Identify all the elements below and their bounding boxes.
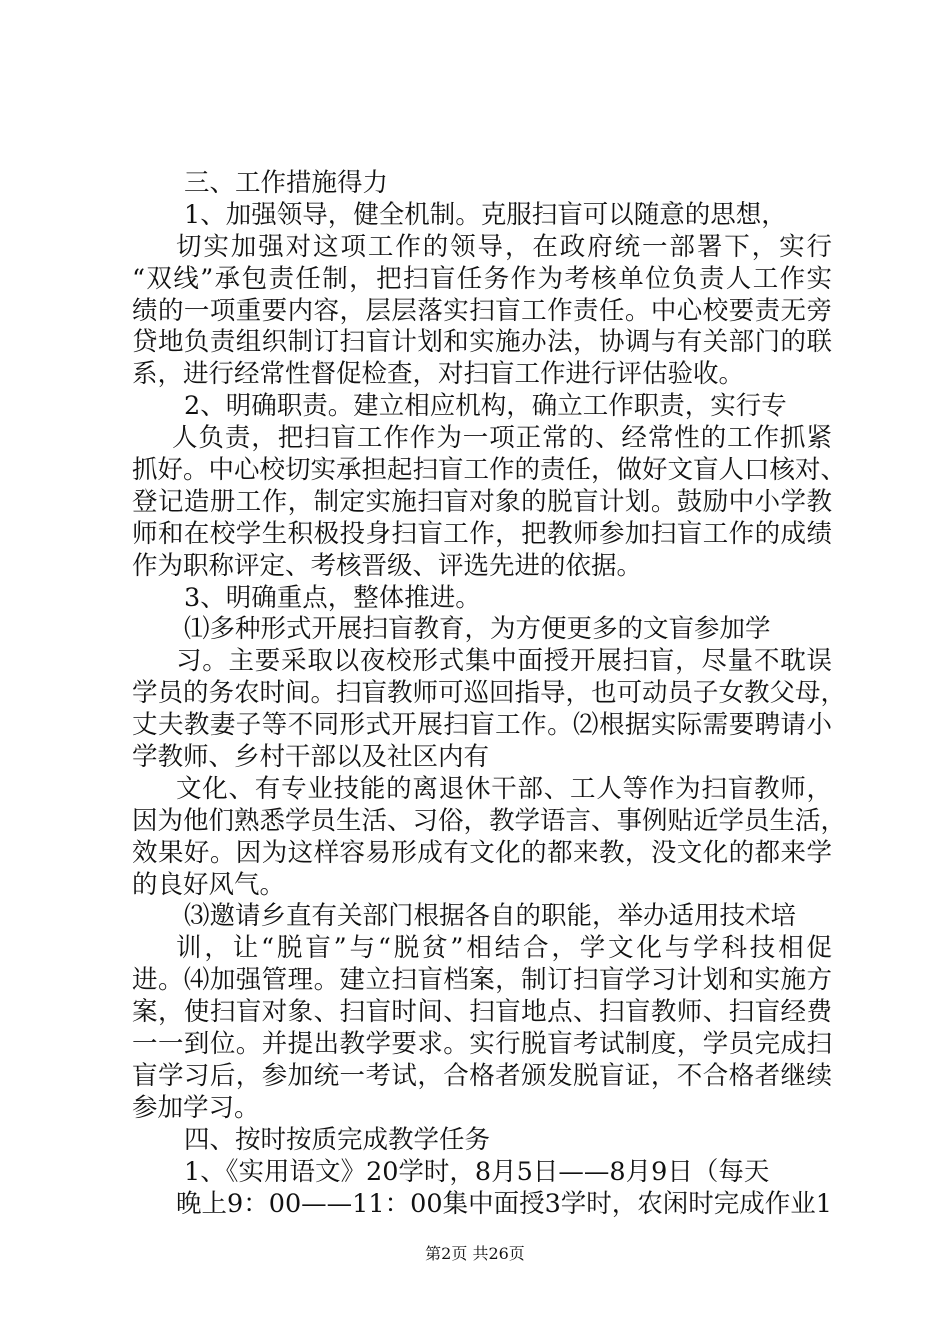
section-heading-measures: 三、工作措施得力 <box>184 168 389 198</box>
text-line: 训，让“脱盲”与“脱贫”相结合，学文化与学科技相促 <box>176 933 832 964</box>
text-line: 贷地负责组织制订扫盲计划和实施办法，协调与有关部门的联 <box>132 327 832 358</box>
text-line: 案，使扫盲对象、扫盲时间、扫盲地点、扫盲教师、扫盲经费 <box>132 997 832 1028</box>
text-line: 抓好。中心校切实承担起扫盲工作的责任，做好文盲人口核对、 <box>132 455 847 486</box>
text-line: 作为职称评定、考核晋级、评选先进的依据。 <box>132 550 643 581</box>
text-line: 切实加强对这项工作的领导，在政府统一部署下，实行 <box>176 231 832 262</box>
text-line: 丈夫教妻子等不同形式开展扫盲工作。⑵根据实际需要聘请小 <box>132 710 832 741</box>
page-number-footer: 第2页 共26页 <box>425 1244 525 1263</box>
text-line: 因为他们熟悉学员生活、习俗，教学语言、事例贴近学员生活， <box>132 805 847 836</box>
text-line: 参加学习。 <box>132 1092 260 1123</box>
text-line: 1、加强领导，健全机制。克服扫盲可以随意的思想， <box>184 199 787 230</box>
text-line: 人负责，把扫盲工作作为一项正常的、经常性的工作抓紧 <box>172 423 832 454</box>
text-line: 晚上9：00——11：00集中面授3学时，农闲时完成作业1 <box>176 1188 833 1219</box>
text-line: 学教师、乡村干部以及社区内有 <box>132 742 490 773</box>
section-heading-teaching-tasks: 四、按时按质完成教学任务 <box>184 1124 491 1155</box>
text-line: 绩的一项重要内容，层层落实扫盲工作责任。中心校要责无旁 <box>132 295 832 326</box>
text-line: 3、明确重点，整体推进。 <box>184 582 481 613</box>
text-line: 2、明确职责。建立相应机构，确立工作职责，实行专 <box>184 391 787 422</box>
text-line: 效果好。因为这样容易形成有文化的都来教，没文化的都来学 <box>132 837 832 868</box>
text-line: 盲学习后，参加统一考试，合格者颁发脱盲证，不合格者继续 <box>132 1060 832 1091</box>
document-body <box>132 168 847 1220</box>
text-line: 进。⑷加强管理。建立扫盲档案，制订扫盲学习计划和实施方 <box>132 965 832 996</box>
text-line: ⑶邀请乡直有关部门根据各自的职能，举办适用技术培 <box>184 901 797 932</box>
text-line: 学员的务农时间。扫盲教师可巡回指导，也可动员子女教父母， <box>132 678 847 709</box>
text-line: 习。主要采取以夜校形式集中面授开展扫盲，尽量不耽误 <box>176 646 832 677</box>
text-line: “双线”承包责任制，把扫盲任务作为考核单位负责人工作实 <box>132 263 832 294</box>
text-line: 的良好风气。 <box>132 869 286 900</box>
text-line: 登记造册工作，制定实施扫盲对象的脱盲计划。鼓励中小学教 <box>132 486 832 517</box>
text-line: 师和在校学生积极投身扫盲工作，把教师参加扫盲工作的成绩 <box>132 518 832 549</box>
text-line: 文化、有专业技能的离退休干部、工人等作为扫盲教师， <box>176 773 832 804</box>
text-line: ⑴多种形式开展扫盲教育，为方便更多的文盲参加学 <box>184 614 771 645</box>
text-line: 一一到位。并提出教学要求。实行脱盲考试制度，学员完成扫 <box>132 1029 832 1060</box>
text-line: 1、《实用语文》20学时，8月5日——8月9日（每天 <box>184 1156 770 1187</box>
text-line: 系，进行经常性督促检查，对扫盲工作进行评估验收。 <box>132 359 745 390</box>
